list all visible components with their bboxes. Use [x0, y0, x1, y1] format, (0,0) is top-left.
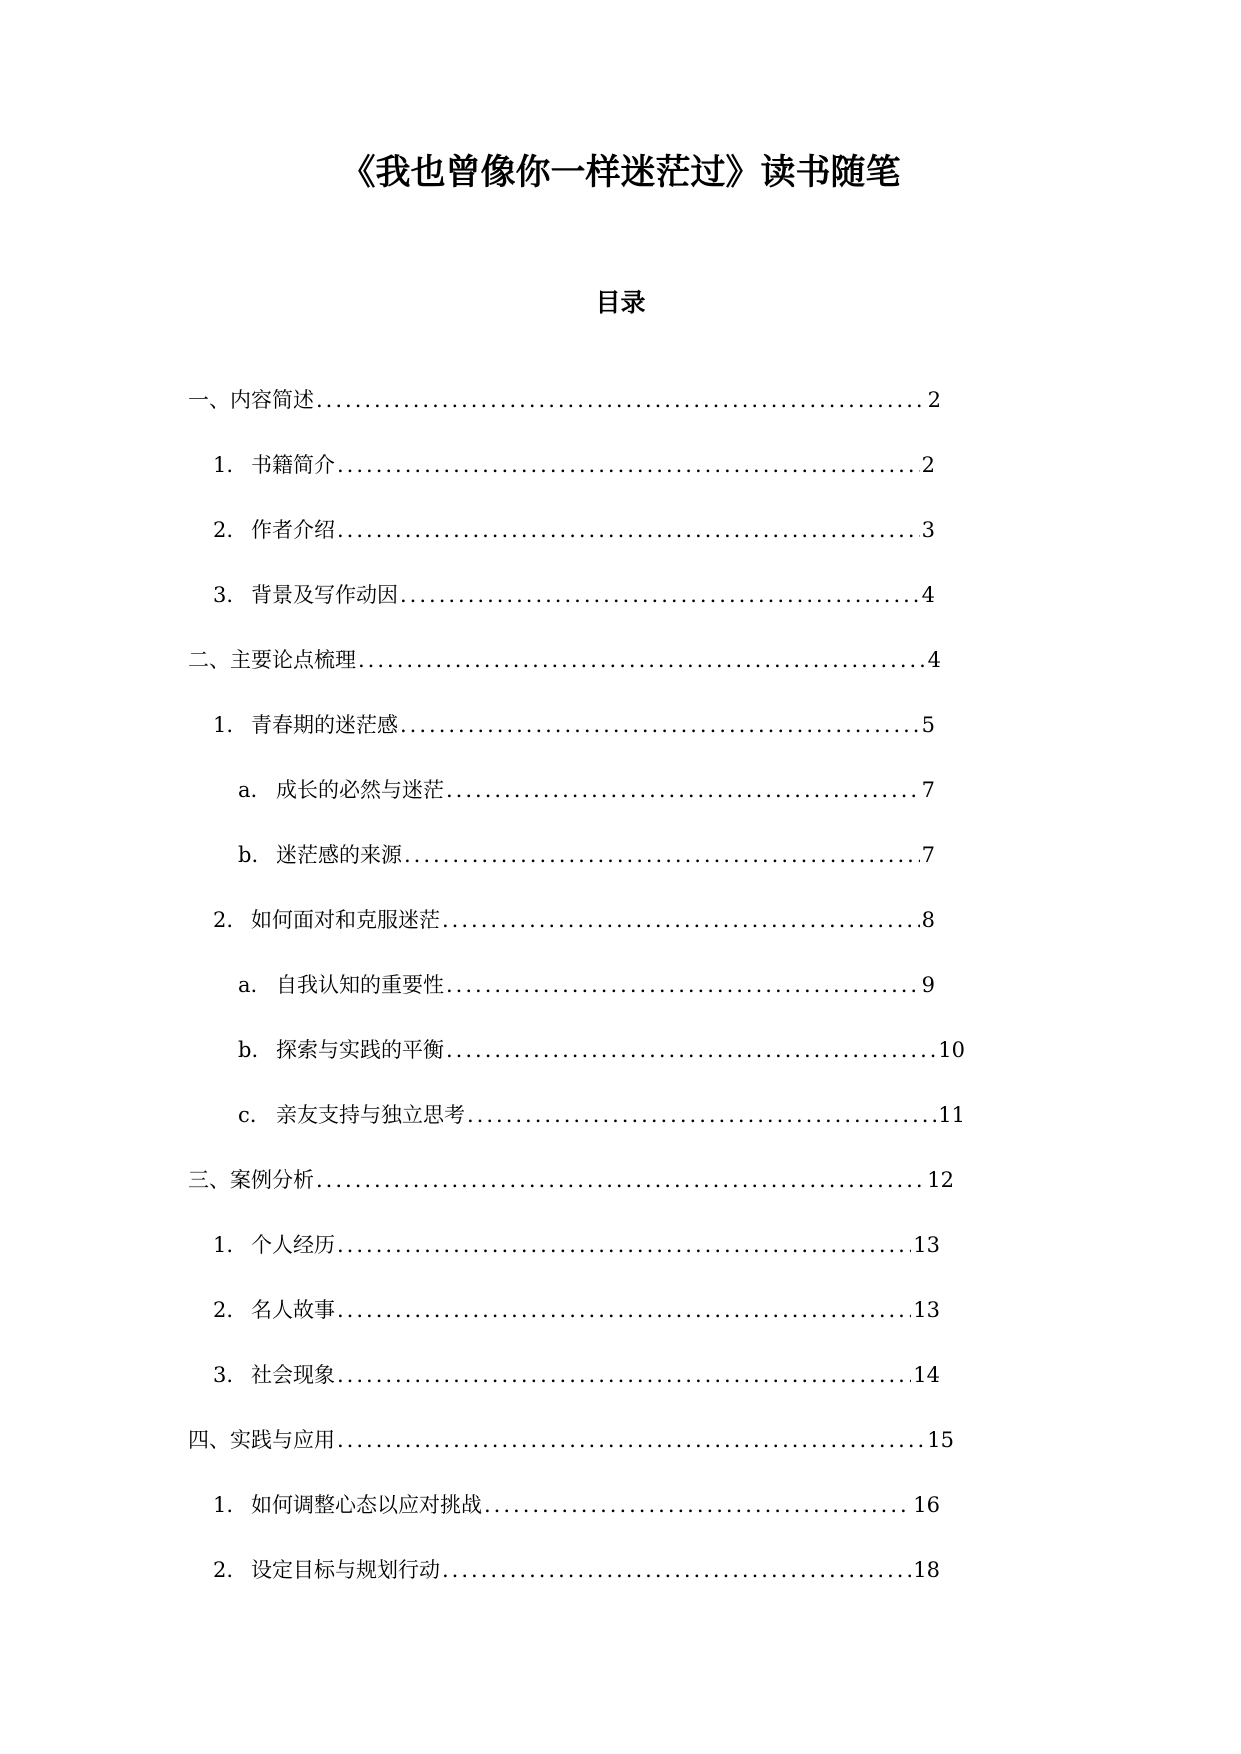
toc-entry-text: 探索与实践的平衡: [276, 1038, 444, 1062]
toc-entry[interactable]: [0, 1360, 940, 1425]
toc-entry-page: 15: [927, 1428, 954, 1452]
toc-entry-page: 4: [921, 583, 935, 607]
toc-entry-text: 作者介绍: [251, 518, 335, 542]
toc-entry-page: 4: [927, 648, 941, 672]
toc-entry[interactable]: [0, 1490, 940, 1555]
toc-entry-text: 背景及写作动因: [251, 583, 398, 607]
toc-entry-text: 自我认知的重要性: [276, 973, 444, 997]
toc-entry-number: c.: [238, 1103, 257, 1127]
toc-entry-number: 1.: [213, 1493, 234, 1517]
toc-dot-leader: [442, 1555, 911, 1585]
toc-entry[interactable]: [0, 775, 935, 840]
toc-dot-leader: [400, 710, 920, 740]
toc-entry-number: 2.: [213, 1558, 234, 1582]
toc-entry[interactable]: [0, 970, 935, 1035]
toc-dot-leader: [337, 450, 920, 480]
toc-entry-page: 3: [921, 518, 935, 542]
toc-dot-leader: [337, 515, 920, 545]
toc-dot-leader: [484, 1490, 911, 1520]
toc-entry-text: 如何面对和克服迷茫: [251, 908, 440, 932]
toc-entry-text: 实践与应用: [230, 1428, 335, 1452]
toc-entry[interactable]: [0, 1295, 940, 1360]
toc-entry-page: 7: [921, 778, 935, 802]
toc-entry-page: 2: [921, 453, 935, 477]
toc-entry-text: 如何调整心态以应对挑战: [251, 1493, 482, 1517]
toc-entry[interactable]: [0, 580, 935, 645]
toc-entry[interactable]: [0, 515, 935, 580]
toc-entry-number: a.: [238, 778, 258, 802]
toc-entry-text: 内容简述: [230, 388, 314, 412]
toc-entry[interactable]: [0, 450, 935, 515]
toc-dot-leader: [337, 1295, 911, 1325]
toc-entry-text: 成长的必然与迷茫: [276, 778, 444, 802]
toc-entry-number: 3.: [213, 1363, 234, 1387]
toc-entry-number: 2.: [213, 518, 234, 542]
toc-entry-number: a.: [238, 973, 258, 997]
toc-entry-number: 1.: [213, 713, 234, 737]
toc-entry-page: 18: [913, 1558, 940, 1582]
toc-entry-number: 四、: [188, 1428, 230, 1452]
toc-dot-leader: [446, 1035, 936, 1065]
toc-entry[interactable]: [0, 385, 941, 450]
toc-entry[interactable]: [0, 645, 941, 710]
toc-entry-number: b.: [238, 843, 259, 867]
toc-entry[interactable]: [0, 905, 935, 970]
toc-dot-leader: [358, 645, 926, 675]
toc-heading: 目录: [595, 288, 646, 317]
toc-dot-leader: [316, 385, 926, 415]
toc-entry-text: 个人经历: [251, 1233, 335, 1257]
toc-dot-leader: [316, 1165, 925, 1195]
toc-entry-page: 2: [927, 388, 941, 412]
toc-entry-number: 3.: [213, 583, 234, 607]
toc-dot-leader: [404, 840, 920, 870]
toc-entry-number: 一、: [188, 388, 230, 412]
toc-dot-leader: [467, 1100, 936, 1130]
toc-entry[interactable]: [0, 1035, 965, 1100]
toc-entry-page: 7: [921, 843, 935, 867]
table-of-contents: [0, 385, 1241, 1620]
toc-entry[interactable]: [0, 1165, 954, 1230]
toc-entry[interactable]: [0, 1230, 940, 1295]
toc-entry-text: 社会现象: [251, 1363, 335, 1387]
toc-entry[interactable]: [0, 1555, 940, 1620]
toc-entry-page: 14: [913, 1363, 940, 1387]
toc-entry-text: 青春期的迷茫感: [251, 713, 398, 737]
toc-entry-page: 11: [938, 1103, 965, 1127]
toc-entry-text: 名人故事: [251, 1298, 335, 1322]
toc-entry-number: 1.: [213, 1233, 234, 1257]
toc-entry-text: 迷茫感的来源: [276, 843, 402, 867]
toc-entry-number: 1.: [213, 453, 234, 477]
toc-entry-number: 二、: [188, 648, 230, 672]
toc-dot-leader: [337, 1230, 911, 1260]
toc-entry-text: 主要论点梳理: [230, 648, 356, 672]
toc-entry[interactable]: [0, 1100, 965, 1165]
toc-entry-page: 12: [927, 1168, 954, 1192]
toc-dot-leader: [446, 970, 920, 1000]
toc-entry-text: 亲友支持与独立思考: [276, 1103, 465, 1127]
toc-entry[interactable]: [0, 710, 935, 775]
toc-entry-page: 13: [913, 1233, 940, 1257]
toc-dot-leader: [337, 1360, 911, 1390]
toc-dot-leader: [400, 580, 920, 610]
toc-entry-page: 16: [913, 1493, 940, 1517]
toc-entry[interactable]: [0, 1425, 954, 1490]
toc-entry-number: b.: [238, 1038, 259, 1062]
toc-entry-number: 2.: [213, 1298, 234, 1322]
toc-entry-text: 设定目标与规划行动: [251, 1558, 440, 1582]
toc-entry-number: 2.: [213, 908, 234, 932]
toc-entry-number: 三、: [188, 1168, 230, 1192]
document-title: 《我也曾像你一样迷茫过》读书随笔: [340, 153, 901, 193]
toc-entry-text: 书籍简介: [251, 453, 335, 477]
toc-dot-leader: [442, 905, 920, 935]
toc-entry-page: 5: [921, 713, 935, 737]
toc-entry-page: 8: [921, 908, 935, 932]
toc-entry[interactable]: [0, 840, 935, 905]
toc-entry-text: 案例分析: [230, 1168, 314, 1192]
toc-dot-leader: [446, 775, 920, 805]
toc-entry-page: 10: [938, 1038, 965, 1062]
toc-entry-page: 9: [921, 973, 935, 997]
toc-entry-page: 13: [913, 1298, 940, 1322]
toc-dot-leader: [337, 1425, 925, 1455]
